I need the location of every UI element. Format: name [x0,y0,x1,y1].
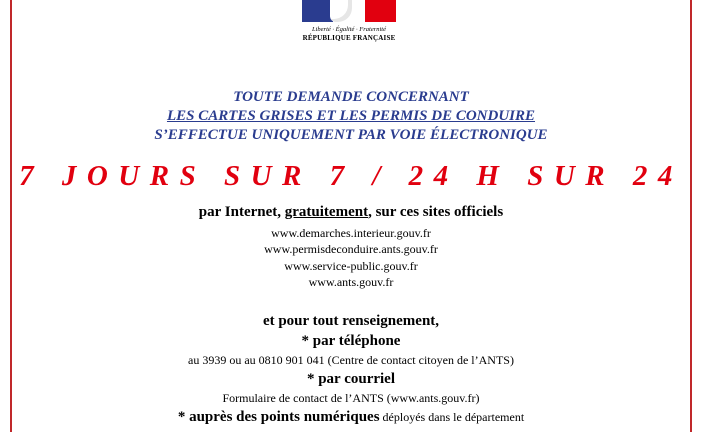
internet-prefix: par Internet, [198,204,285,220]
site-link-service-public[interactable]: www.service-public.gouv.fr [284,259,418,273]
points-detail: déployés dans le département [379,410,525,424]
republique-francaise-logo [297,0,401,54]
headline-line-1: TOUTE DEMANDE CONCERNANT [233,89,469,105]
site-link-ants[interactable]: www.ants.gouv.fr [308,275,394,289]
mail-detail: Formulaire de contact de l’ANTS (www.ants.gouv.fr) [222,391,480,405]
headline-line-2: LES CARTES GRISES ET LES PERMIS DE CONDUIRE [166,108,536,124]
logo-name: RÉPUBLIQUE FRANÇAISE [302,34,396,42]
points-title: * auprès des points numériques [177,409,380,425]
site-link-demarches[interactable]: www.demarches.interieur.gouv.fr [271,226,431,240]
logo-motto: Liberté · Égalité · Fraternité [311,26,387,33]
tricolor-flag-icon [302,0,397,22]
headline-line-3: S’EFFECTUE UNIQUEMENT PAR VOIE ÉLECTRONIQUE [154,127,548,143]
digital-points [0,408,702,426]
site-link-permis[interactable]: www.permisdeconduire.ants.gouv.fr [264,242,438,256]
phone-title: * par téléphone [301,333,401,349]
info-intro: et pour tout renseignement, [262,313,440,329]
availability-banner: 7 JOURS SUR 7 / 24 H SUR 24 [19,160,683,192]
mail-title: * par courriel [306,371,396,387]
internet-suffix: , sur ces sites officiels [368,204,504,220]
internet-heading [0,203,702,221]
phone-detail: au 3939 ou au 0810 901 041 (Centre de contact citoyen de l’ANTS) [188,353,514,367]
internet-emphasis: gratuitement [284,204,369,220]
